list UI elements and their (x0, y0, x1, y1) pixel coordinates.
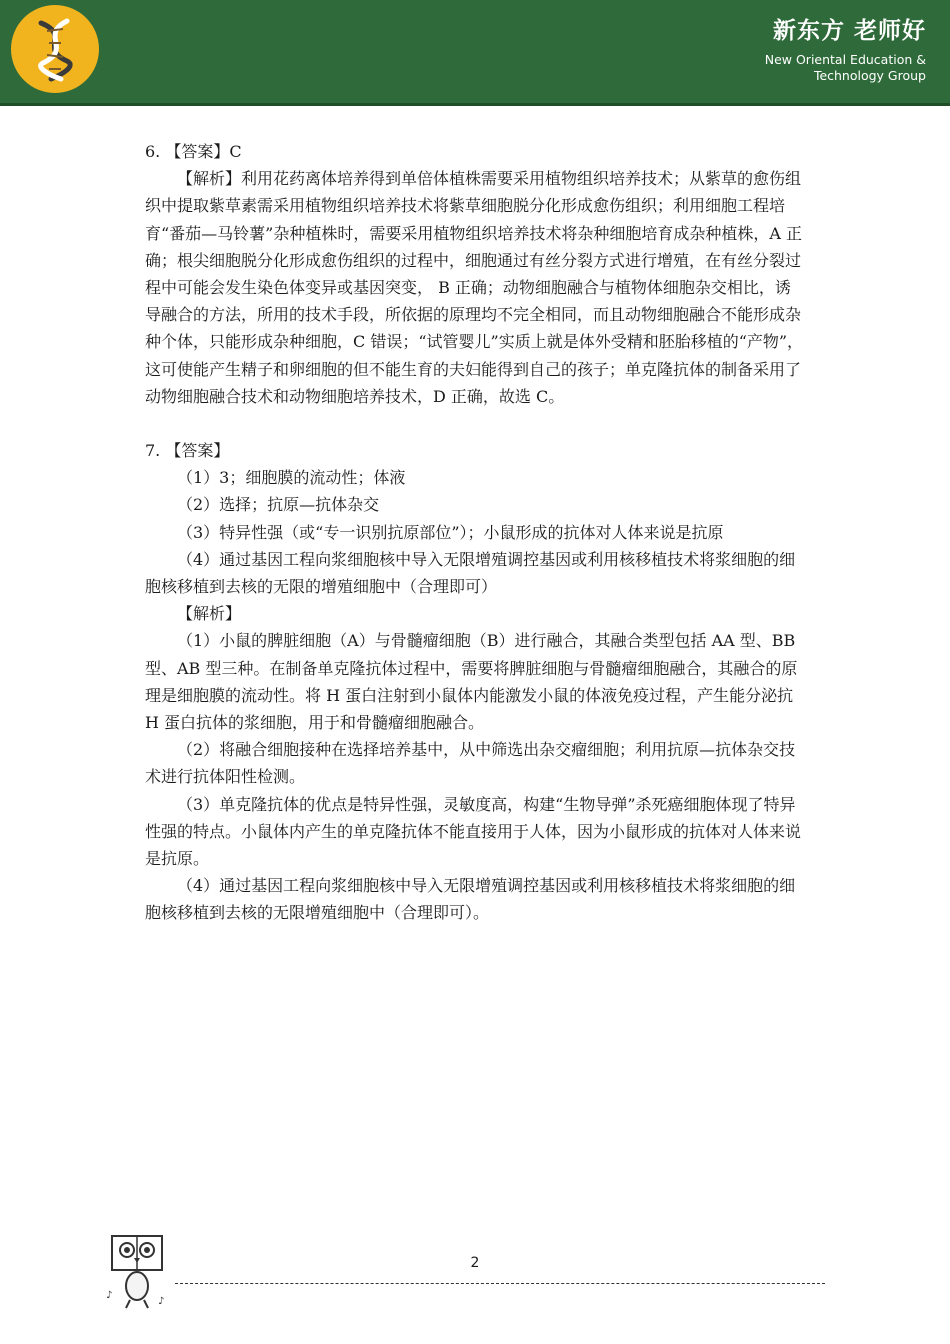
q7-explanation-2: （2）将融合细胞接种在选择培养基中，从中筛选出杂交瘤细胞；利用抗原—抗体杂交技术进行抗体阳性检测。 (145, 740, 796, 787)
brand-block (765, 16, 926, 84)
q6-analysis: 【解析】利用花药离体培养得到单倍体植株需要采用植物组织培养技术；从紫草的愈伤组织中提取紫草素需采用植物组织培养技术将紫草细胞脱分化形成愈伤组织；利用细胞工程培育“番茄—马铃薯”杂种植株时，需要采用植物组织培养技术将杂种细胞培育成杂种植株，A 正确；根尖细胞脱分化形成愈伤组织的过程中，细胞通过有丝分裂方式进行增殖，在有丝分裂过程中可能会发生染色体变异或基因突变， B 正确；动物细胞融合与植物体细胞杂交相比，诱导融合的方法，所用的技术手段，所依据的原理均不完全相同，而且动物细胞融合不能形成杂种个体，只能形成杂种细胞，C 错误；“试管婴儿”实质上就是体外受精和胚胎移植的“产物”，这可使能产生精子和卵细胞的但不能生育的夫妇能得到自己的孩子；单克隆抗体的制备采用了动物细胞融合技术和动物细胞培养技术，D 正确，故选 C。 (145, 169, 804, 406)
q7-explanation-4: （4）通过基因工程向浆细胞核中导入无限增殖调控基因或利用核移植技术将浆细胞的细胞核移植到去核的无限增殖细胞中（合理即可）。 (145, 876, 796, 923)
dna-logo-icon (11, 5, 99, 93)
q7-analysis-label: 【解析】 (177, 604, 242, 624)
footer-divider (175, 1283, 825, 1284)
q7-answer-3: （3）特异性强（或“专一识别抗原部位”）；小鼠形成的抗体对人体来说是抗原 (177, 522, 724, 542)
q7-answer-2: （2）选择；抗原—抗体杂交 (177, 495, 380, 515)
q7-answer-4: （4）通过基因工程向浆细胞核中导入无限增殖调控基因或利用核移植技术将浆细胞的细胞核移植到去核的无限的增殖细胞中（合理即可） (145, 549, 796, 597)
q6-answer: 6. 【答案】C (145, 142, 242, 161)
q7-answer: 7. 【答案】 (145, 441, 230, 461)
q7-answer-1: （1）3；细胞膜的流动性；体液 (177, 468, 406, 488)
page-number: 2 (470, 1255, 480, 1271)
brand-name-cn: 新东方 老师好 (772, 18, 926, 44)
document-body (145, 138, 805, 927)
header-banner (0, 0, 950, 106)
svg-text:♪: ♪ (106, 1290, 113, 1301)
q7-explanation-3: （3）单克隆抗体的优点是特异性强，灵敏度高，构建“生物导弹”杀死癌细胞体现了特异性强的特点。小鼠体内产生的单克隆抗体不能直接用于人体，因为小鼠形成的抗体对人体来说是抗原。 (145, 794, 802, 869)
q7-explanation-1: （1）小鼠的脾脏细胞（A）与骨髓瘤细胞（B）进行融合，其融合类型包括 AA 型、BB 型、AB 型三种。在制备单克隆抗体过程中，需要将脾脏细胞与骨髓瘤细胞融合，其融合的原理是细胞膜的流动性。将 H 蛋白注射到小鼠体内能激发小鼠的体液免疫过程，产生能分泌抗 H 蛋白抗体的浆细胞，用于和骨髓瘤细胞融合。 (145, 631, 798, 733)
owl-mascot-icon (100, 1232, 175, 1312)
svg-text:♪: ♪ (158, 1296, 165, 1307)
brand-name-en-1: New Oriental Education & (764, 52, 926, 67)
section-gap (145, 410, 805, 437)
brand-name-en-2: Technology Group (813, 68, 926, 83)
